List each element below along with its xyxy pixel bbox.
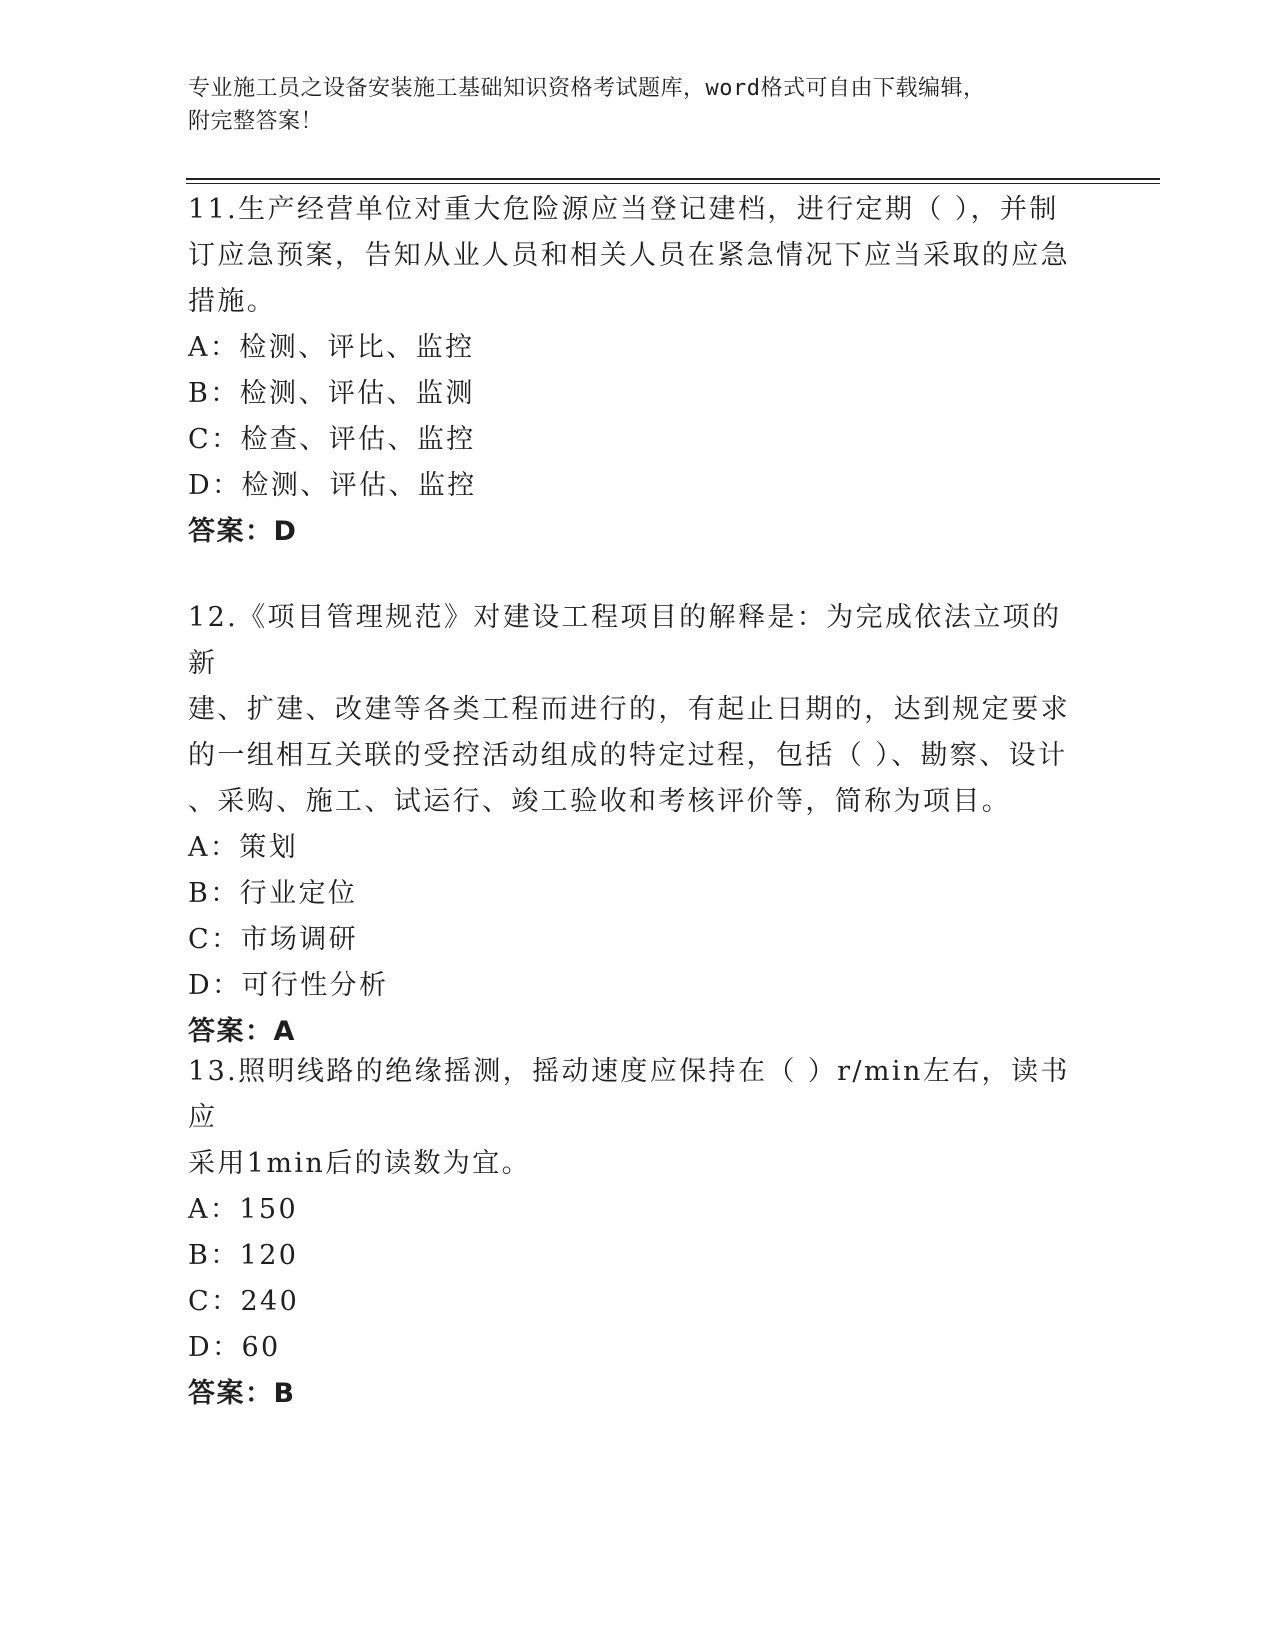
question-12 xyxy=(188,595,1088,1055)
option-c: C：检查、评估、监控 xyxy=(188,424,476,455)
option-a: A：策划 xyxy=(188,832,299,863)
question-13 xyxy=(188,1049,1088,1417)
answer-label: 答案：B xyxy=(188,1378,296,1409)
header-divider xyxy=(186,178,1160,184)
question-stem-line: 、采购、施工、试运行、竣工验收和考核评价等，简称为项目。 xyxy=(188,786,1012,817)
option-c: C：市场调研 xyxy=(188,924,359,955)
question-stem-line: 12.《项目管理规范》对建设工程项目的解释是：为完成依法立项的新 xyxy=(188,602,1062,679)
option-c: C：240 xyxy=(188,1286,300,1317)
option-a: A：150 xyxy=(188,1194,299,1225)
header-line: 附完整答案！ xyxy=(188,109,324,134)
answer-label: 答案：D xyxy=(188,516,298,547)
question-11 xyxy=(188,187,1088,555)
question-stem-line: 措施。 xyxy=(188,286,277,317)
question-stem-line: 采用1min后的读数为宜。 xyxy=(188,1148,532,1179)
option-b: B：行业定位 xyxy=(188,878,358,909)
option-d: D：可行性分析 xyxy=(188,970,389,1001)
question-stem-line: 11.生产经营单位对重大危险源应当登记建档，进行定期（ ），并制 xyxy=(188,194,1059,225)
header-line: 专业施工员之设备安装施工基础知识资格考试题库，word格式可自由下载编辑， xyxy=(188,76,986,101)
question-stem-line: 订应急预案，告知从业人员和相关人员在紧急情况下应当采取的应急 xyxy=(188,240,1070,271)
option-d: D：60 xyxy=(188,1332,281,1363)
document-header xyxy=(188,72,1088,138)
question-stem-line: 的一组相互关联的受控活动组成的特定过程，包括（ ）、勘察、设计 xyxy=(188,740,1068,771)
option-a: A：检测、评比、监控 xyxy=(188,332,475,363)
answer-label: 答案：A xyxy=(188,1016,296,1047)
question-stem-line: 建、扩建、改建等各类工程而进行的，有起止日期的，达到规定要求 xyxy=(188,694,1070,725)
option-d: D：检测、评估、监控 xyxy=(188,470,477,501)
question-stem-line: 13.照明线路的绝缘摇测，摇动速度应保持在（ ）r/min左右，读书应 xyxy=(188,1056,1070,1133)
option-b: B：120 xyxy=(188,1240,299,1271)
option-b: B：检测、评估、监测 xyxy=(188,378,475,409)
